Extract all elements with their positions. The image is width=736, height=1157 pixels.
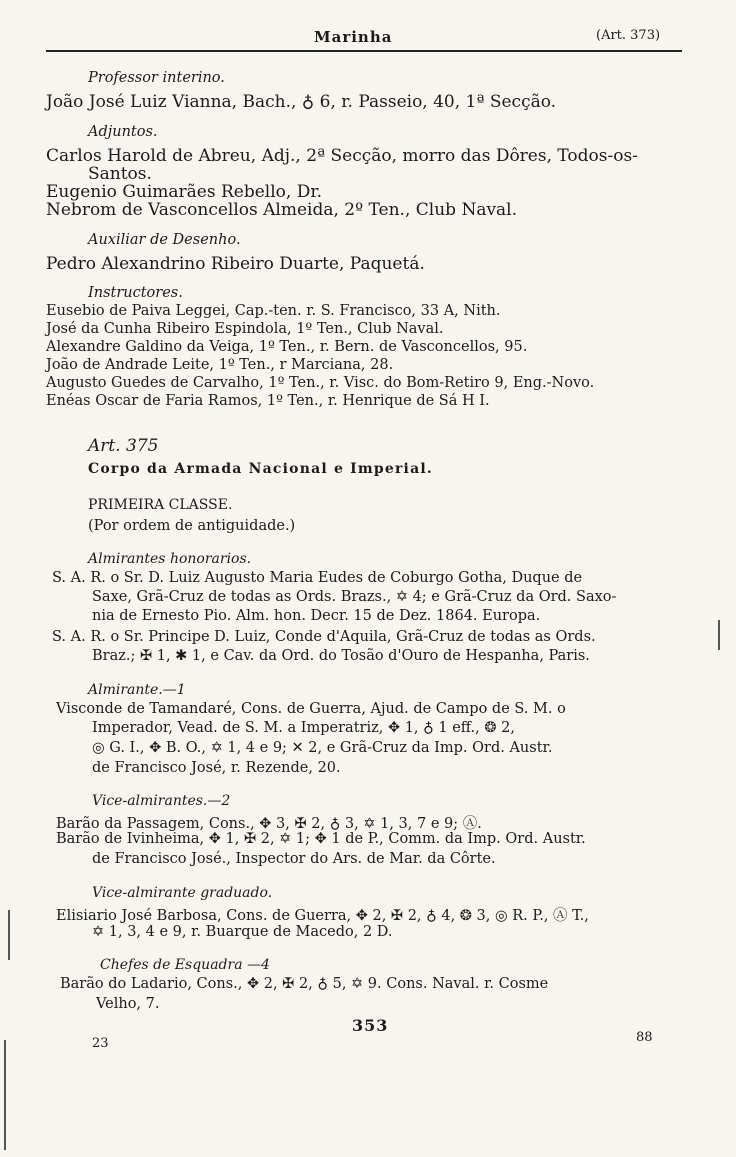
text-line: Corpo da Armada Nacional e Imperial. <box>88 461 433 477</box>
text-line: Imperador, Vead. de S. M. a Imperatriz, ✥ 1, ♁ 1 eff., ❂ 2, <box>92 720 515 736</box>
text-line: Auxiliar de Desenho. <box>88 232 241 248</box>
text-line: Almirante.—1 <box>88 682 186 698</box>
text-line: (Por ordem de antiguidade.) <box>88 518 296 534</box>
text-line: PRIMEIRA CLASSE. <box>88 497 233 513</box>
text-line: Instructores. <box>88 285 183 301</box>
text-line: José da Cunha Ribeiro Espindola, 1º Ten., Club Naval. <box>46 321 444 337</box>
text-line: Eusebio de Paiva Leggei, Cap.-ten. r. S. Francisco, 33 A, Nith. <box>46 303 501 319</box>
page-footer <box>0 1016 736 1056</box>
text-line: João de Andrade Leite, 1º Ten., r Marciana, 28. <box>46 357 394 373</box>
text-line: Barão do Ladario, Cons., ✥ 2, ✠ 2, ♁ 5, ✡ 9. Cons. Naval. r. Cosme <box>60 976 549 992</box>
text-line: Eugenio Guimarães Rebello, Dr. <box>46 182 323 202</box>
text-line: Visconde de Tamandaré, Cons. de Guerra, Ajud. de Campo de S. M. o <box>56 701 566 717</box>
text-line: Pedro Alexandrino Ribeiro Duarte, Paquetá. <box>46 254 425 274</box>
text-line: Vice-almirante graduado. <box>92 885 273 901</box>
text-line: Elisiario José Barbosa, Cons. de Guerra, ✥ 2, ✠ 2, ♁ 4, ❂ 3, ◎ R. P., Ⓐ T., <box>56 908 589 924</box>
text-line: S. A. R. o Sr. Principe D. Luiz, Conde d'Aquila, Grã-Cruz de todas as Ords. <box>52 629 596 645</box>
text-line: Art. 375 <box>88 436 159 456</box>
text-line: Carlos Harold de Abreu, Adj., 2ª Secção, morro das Dôres, Todos-os- <box>46 146 638 166</box>
text-line: Nebrom de Vasconcellos Almeida, 2º Ten., Club Naval. <box>46 200 518 220</box>
text-line: João José Luiz Vianna, Bach., ♁ 6, r. Passeio, 40, 1ª Secção. <box>46 92 557 112</box>
text-line: ✡ 1, 3, 4 e 9, r. Buarque de Macedo, 2 D. <box>92 924 393 940</box>
margin-scan-mark <box>718 620 720 650</box>
page-number: 353 <box>352 1016 389 1035</box>
text-line: Augusto Guedes de Carvalho, 1º Ten., r. Visc. do Bom-Retiro 9, Eng.-Novo. <box>46 375 595 391</box>
text-line: de Francisco José., Inspector do Ars. de Mar. da Côrte. <box>92 851 496 867</box>
text-line: Braz.; ✠ 1, ✱ 1, e Cav. da Ord. do Tosão d'Ouro de Hespanha, Paris. <box>92 648 590 664</box>
margin-scan-mark <box>4 1040 6 1150</box>
text-line: S. A. R. o Sr. D. Luiz Augusto Maria Eudes de Coburgo Gotha, Duque de <box>52 570 583 586</box>
text-line: Professor interino. <box>88 70 225 86</box>
text-line: Saxe, Grã-Cruz de todas as Ords. Brazs., ✡ 4; e Grã-Cruz da Ord. Saxo- <box>92 589 617 605</box>
signature-left: 23 <box>92 1036 109 1051</box>
signature-right: 88 <box>636 1030 653 1045</box>
text-line: Adjuntos. <box>88 124 158 140</box>
text-line: Alexandre Galdino da Veiga, 1º Ten., r. Bern. de Vasconcellos, 95. <box>46 339 528 355</box>
text-line: Barão da Passagem, Cons., ✥ 3, ✠ 2, ♁ 3, ✡ 1, 3, 7 e 9; Ⓐ. <box>56 816 482 832</box>
text-line: de Francisco José, r. Rezende, 20. <box>92 760 341 776</box>
header-title: Marinha <box>314 28 393 46</box>
text-line: Velho, 7. <box>96 996 160 1012</box>
margin-scan-mark <box>8 910 10 960</box>
header-article-ref: (Art. 373) <box>596 28 661 43</box>
text-line: Vice-almirantes.—2 <box>92 793 231 809</box>
text-line: nia de Ernesto Pio. Alm. hon. Decr. 15 de Dez. 1864. Europa. <box>92 608 541 624</box>
text-line: Almirantes honorarios. <box>88 551 252 567</box>
text-line: Santos. <box>88 164 152 184</box>
text-line: ◎ G. I., ✥ B. O., ✡ 1, 4 e 9; ✕ 2, e Grã-Cruz da Imp. Ord. Austr. <box>92 740 553 756</box>
header-rule <box>46 50 682 52</box>
running-header <box>0 28 736 50</box>
text-line: Chefes de Esquadra —4 <box>100 957 270 973</box>
text-line: Enéas Oscar de Faria Ramos, 1º Ten., r. Henrique de Sá H I. <box>46 393 490 409</box>
text-line: Barão de Ivinheima, ✥ 1, ✠ 2, ✡ 1; ✥ 1 de P., Comm. da Imp. Ord. Austr. <box>56 831 586 847</box>
